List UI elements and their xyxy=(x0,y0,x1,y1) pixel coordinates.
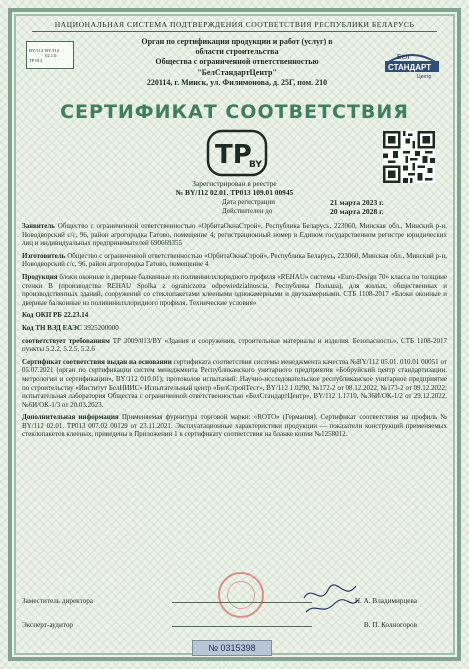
qr-code-icon xyxy=(383,131,435,183)
okp-paragraph xyxy=(22,311,447,320)
seal-stamp-icon xyxy=(218,572,264,618)
expert-role: Эксперт-аудитор xyxy=(22,621,74,629)
logo-main-text: СТАНДАРТ xyxy=(388,63,432,72)
extra-info-paragraph xyxy=(22,413,447,439)
handwritten-signature-icon xyxy=(300,576,360,616)
certificate-body xyxy=(22,222,447,439)
valid-until-value: 20 марта 2028 г. xyxy=(330,207,384,216)
manufacturer-paragraph xyxy=(22,252,447,269)
mark-tr-text: TP xyxy=(215,140,252,170)
okp-label: Код ОКП РБ xyxy=(22,311,62,320)
tnved-paragraph xyxy=(22,324,447,333)
product-text: блоки оконные и дверные балконные из поливинилхлоридного профиля «REHAU» системы «Euro-Design 70» класса по толщине стенки В (производства REHAU Spolka z ograniczona odpowiedzialnoscia, Республика Польша), для жилых, общественных и производственных зданий, сооружений со стеклопакетами клееными однокамерными и двухкамерными. СТБ 1108-2017 «Блоки оконные и дверные балконные из поливинилхлоридного профиля. Технические условия» xyxy=(22,272,447,307)
extra-info-label: Дополнительная информация xyxy=(22,413,119,422)
certificate-content xyxy=(22,20,447,443)
manufacturer-text: Общество с ограниченной ответственностью «ОрбитаОкнаСтрой», Республика Беларусь, 223060, Минская обл., Минский р-н, Новодворский с/с, 96, район агрогородка Гатово, помещение 4 xyxy=(22,251,447,269)
dates-block xyxy=(222,198,447,216)
tnved-label: Код ТН ВЭД ЕАЭС xyxy=(22,323,82,332)
organ-line-1: Орган по сертификации продукции и работ (услуг) в xyxy=(141,37,333,46)
logo-top-text: Бел xyxy=(397,54,410,61)
accreditation-badge xyxy=(26,41,74,69)
organ-line-2: области строительства xyxy=(195,47,279,57)
tnved-value: 3925200000 xyxy=(83,323,119,332)
extra-info-text: Применяемая фурнитура торговой марки: «ROTO» (Германия). Сертификат соответствия на профиль № BY/112 02.01. ТР013 007.02 00129 от 23.11.2021. Эксплуатационные характеристики продукции — показатели конструкций применяемых стеклопакетов клееных, приведены в Приложении 1 к сертификату соответствия на бланке копии №1258012. xyxy=(22,413,448,439)
serial-number: № 0315398 xyxy=(192,640,272,656)
badge-code-a: BY/112 xyxy=(29,47,44,53)
certification-body xyxy=(92,37,382,88)
basis-label: Сертификат соответствия выдан на основании xyxy=(22,357,172,366)
conformity-mark-row xyxy=(22,129,447,185)
organ-line-5: 220114, г. Минск, ул. Филимонова, д. 25Г, пом. 210 xyxy=(146,77,328,87)
deputy-name: Н. А. Владимирцева xyxy=(354,597,417,605)
certificate-header xyxy=(22,35,447,103)
system-title: НАЦИОНАЛЬНАЯ СИСТЕМА ПОДТВЕРЖДЕНИЯ СООТВЕТСТВИЯ РЕСПУБЛИКИ БЕЛАРУСЬ xyxy=(32,20,437,32)
registry-number: № BY/112 02.01. ТР013 109.01 00945 xyxy=(175,188,294,197)
expert-name: В. П. Колногоров xyxy=(363,621,417,629)
certificate-title: СЕРТИФИКАТ СООТВЕТСТВИЯ xyxy=(60,101,409,123)
okp-value: 22.23.14 xyxy=(63,311,89,320)
mark-by-text: BY xyxy=(249,160,262,170)
manufacturer-label: Изготовитель xyxy=(22,251,66,260)
basis-paragraph xyxy=(22,358,447,410)
requirements-paragraph xyxy=(22,337,447,354)
belstandart-logo-icon xyxy=(383,45,441,79)
requirements-text: ТР 2009/013/BY «Здания и сооружения, строительные материалы и изделия. Безопасность», СТБ 1108-2017 пункты 5.2.2, 5.2.5, 5.2.6 xyxy=(22,336,447,354)
reg-date-label: Дата регистрации xyxy=(222,198,276,206)
organ-line-4: "БелСтандартЦентр" xyxy=(197,67,277,77)
valid-until-label: Действителен до xyxy=(222,207,273,215)
badge-code-b: BY/112 02.1.0. xyxy=(45,47,60,58)
applicant-text: Общество с ограниченной ответственностью «ОрбитаОкнаСтрой», Республика Беларусь, 223060, Минская обл., Минский р-н, Новодворский с/с, 96, район агрогородка Гатово, помещение 4; регистрационный номер в Едином государственном регистре юридических лиц и индивидуальных предпринимателей 690669355 xyxy=(22,222,447,248)
logo-bottom-text: Центр xyxy=(417,74,432,79)
product-paragraph xyxy=(22,273,447,307)
deputy-role: Заместитель директора xyxy=(22,597,93,605)
conformity-mark-icon xyxy=(206,129,268,177)
reg-date-value: 21 марта 2023 г. xyxy=(330,198,384,207)
requirements-label: соответствует требованиям xyxy=(22,336,110,345)
basis-text: сертификата соответствия системы менеджмента качества №BY/112 05.01. 010.01 00051 от 05.07.2021 (орган по сертификации систем менеджмента Республиканского унитарного предприятия «Бобруйский центр стандартизации, метрологии и сертификации», BY/112 010.01); протоколов испытаний: Научно-исследовательское республиканское унитарное предприятие по строительству «Институт БелНИИС» Испытательный центр «БелСтройТест», BY/112 1.0290, №172-2 от 08.12.2022, №173-2 от 09.12.2022; испытательная лаборатория Общества с ограниченной ответственностью «БелСтандартЦентр», BY/112 1.1710, №36И/ОК-1/2 от 29.12.2022, №6И/ОК-1/3 от 20.03.2023. xyxy=(22,357,448,409)
applicant-paragraph xyxy=(22,222,447,248)
badge-code-c: ТР 013 xyxy=(29,57,43,63)
organ-line-3: Общества с ограниченной ответственностью xyxy=(155,57,319,67)
product-label: Продукция xyxy=(22,272,58,281)
expert-signature-line xyxy=(172,626,312,627)
registry-label: Зарегистрирован в реестре xyxy=(192,179,277,188)
applicant-label: Заявитель xyxy=(22,222,55,230)
